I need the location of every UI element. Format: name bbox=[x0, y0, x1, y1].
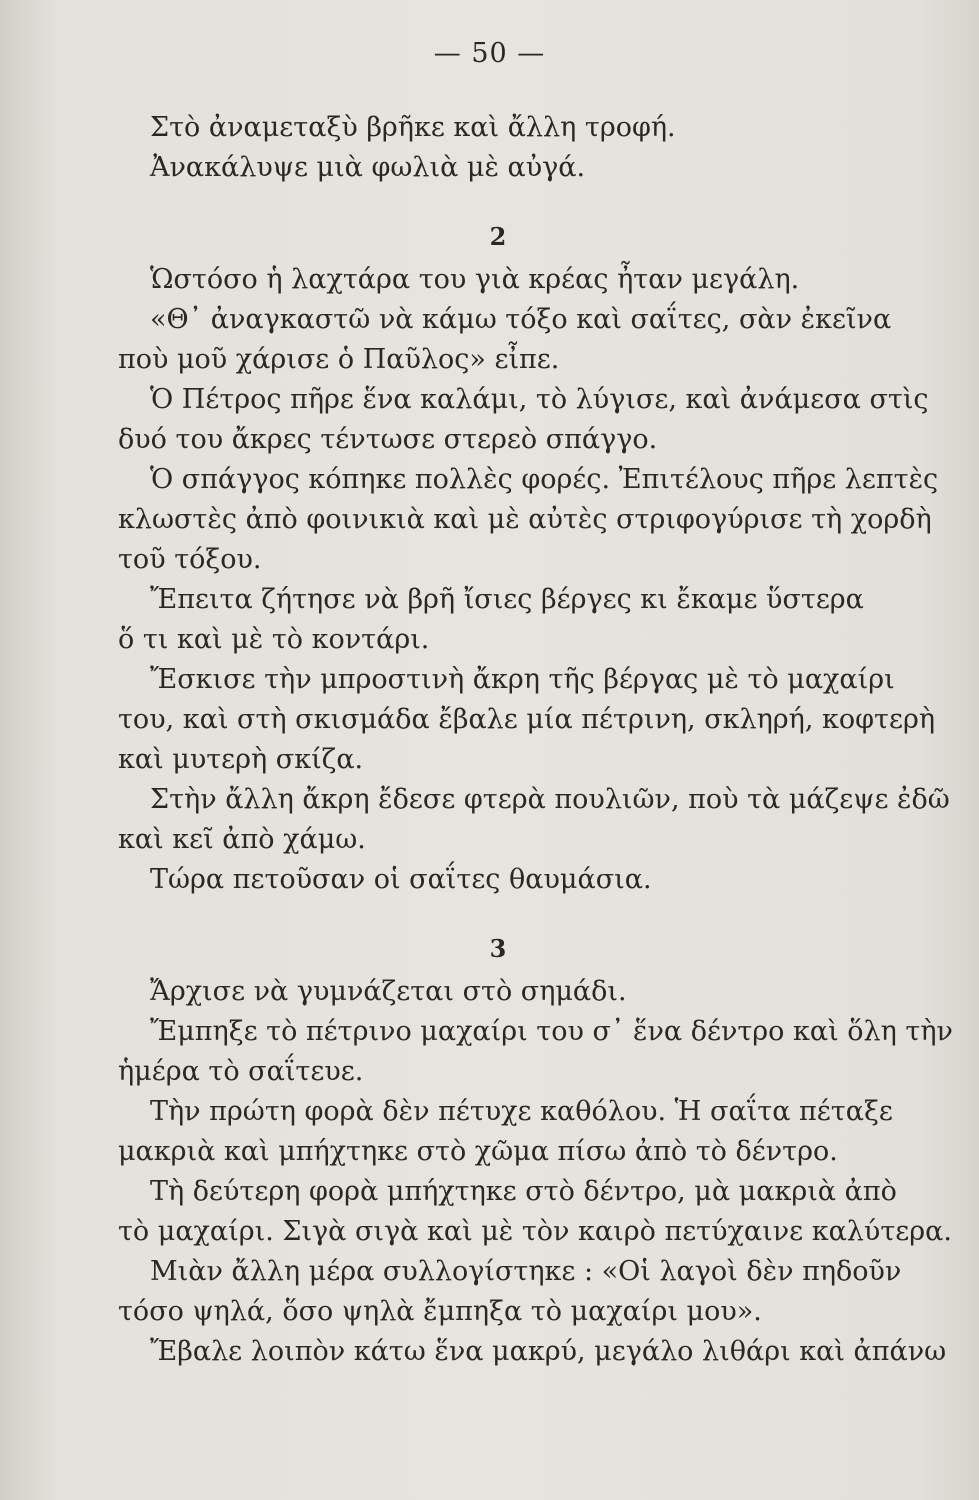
text-line: Ἄρχισε νὰ γυμνάζεται στὸ σημάδι. bbox=[150, 976, 627, 1007]
text-line: Ὁ σπάγγος κόπηκε πολλὲς φορές. Ἐπιτέλους πῆρε λεπτὲς bbox=[150, 464, 939, 495]
text-line: Τώρα πετοῦσαν οἱ σαΐτες θαυμάσια. bbox=[150, 864, 652, 895]
text-line: Τὴ δεύτερη φορὰ μπήχτηκε στὸ δέντρο, μὰ μακριὰ ἀπὸ bbox=[150, 1176, 897, 1207]
text-line: του, καὶ στὴ σκισμάδα ἔβαλε μία πέτρινη, σκληρή, κοφτερὴ bbox=[118, 704, 936, 735]
text-line: Μιὰν ἄλλη μέρα συλλογίστηκε : «Οἱ λαγοὶ δὲν πηδοῦν bbox=[150, 1256, 902, 1287]
text-line: Στὸ ἀναμεταξὺ βρῆκε καὶ ἄλλη τροφή. bbox=[150, 112, 676, 143]
text-line: Ὡστόσο ἡ λαχτάρα του γιὰ κρέας ἦταν μεγάλη. bbox=[150, 264, 800, 295]
section-number: 2 bbox=[489, 222, 507, 251]
text-line: κλωστὲς ἀπὸ φοινικιὰ καὶ μὲ αὐτὲς στριφογύρισε τὴ χορδὴ bbox=[118, 504, 932, 535]
text-line: καὶ μυτερὴ σκίζα. bbox=[118, 744, 364, 775]
text-line: τόσο ψηλά, ὅσο ψηλὰ ἔμπηξα τὸ μαχαίρι μου». bbox=[118, 1296, 762, 1327]
section-2-text bbox=[118, 214, 950, 900]
text-line: ὅ τι καὶ μὲ τὸ κοντάρι. bbox=[118, 624, 430, 655]
text-line: ποὺ μοῦ χάρισε ὁ Παῦλος» εἶπε. bbox=[118, 344, 560, 375]
text-line: Ἔπειτα ζήτησε νὰ βρῆ ἴσιες βέργες κι ἔκαμε ὕστερα bbox=[150, 584, 864, 615]
section-1-text bbox=[118, 108, 918, 188]
text-line: Τὴν πρώτη φορὰ δὲν πέτυχε καθόλου. Ἡ σαΐτα πέταξε bbox=[150, 1096, 893, 1127]
text-line: καὶ κεῖ ἀπὸ χάμω. bbox=[118, 824, 366, 855]
text-line: Στὴν ἄλλη ἄκρη ἔδεσε φτερὰ πουλιῶν, ποὺ τὰ μάζεψε ἐδῶ bbox=[150, 784, 950, 815]
text-line: Ἔσκισε τὴν μπροστινὴ ἄκρη τῆς βέργας μὲ τὸ μαχαίρι bbox=[150, 664, 895, 695]
text-line: δυό του ἄκρες τέντωσε στερεὸ σπάγγο. bbox=[118, 424, 658, 455]
text-line: τὸ μαχαίρι. Σιγὰ σιγὰ καὶ μὲ τὸν καιρὸ πετύχαινε καλύτερα. bbox=[118, 1216, 952, 1247]
text-line: μακριὰ καὶ μπήχτηκε στὸ χῶμα πίσω ἀπὸ τὸ δέντρο. bbox=[118, 1136, 838, 1167]
text-line: Ἔμπηξε τὸ πέτρινο μαχαίρι του σ᾽ ἕνα δέντρο καὶ ὅλη τὴν bbox=[150, 1016, 953, 1047]
section-3-text bbox=[118, 926, 953, 1372]
section-number: 3 bbox=[489, 934, 507, 963]
text-line: Ὁ Πέτρος πῆρε ἕνα καλάμι, τὸ λύγισε, καὶ ἀνάμεσα στὶς bbox=[150, 384, 929, 415]
text-line: τοῦ τόξου. bbox=[118, 544, 262, 575]
text-line: Ἀνακάλυψε μιὰ φωλιὰ μὲ αὐγά. bbox=[150, 152, 586, 183]
text-line: ἡμέρα τὸ σαΐτευε. bbox=[118, 1056, 364, 1087]
text-line: «Θ᾽ ἀναγκαστῶ νὰ κάμω τόξο καὶ σαΐτες, σὰν ἐκεῖνα bbox=[150, 304, 892, 335]
page-number: — 50 — bbox=[433, 38, 546, 69]
text-line: Ἔβαλε λοιπὸν κάτω ἕνα μακρύ, μεγάλο λιθάρι καὶ ἀπάνω bbox=[150, 1336, 947, 1367]
